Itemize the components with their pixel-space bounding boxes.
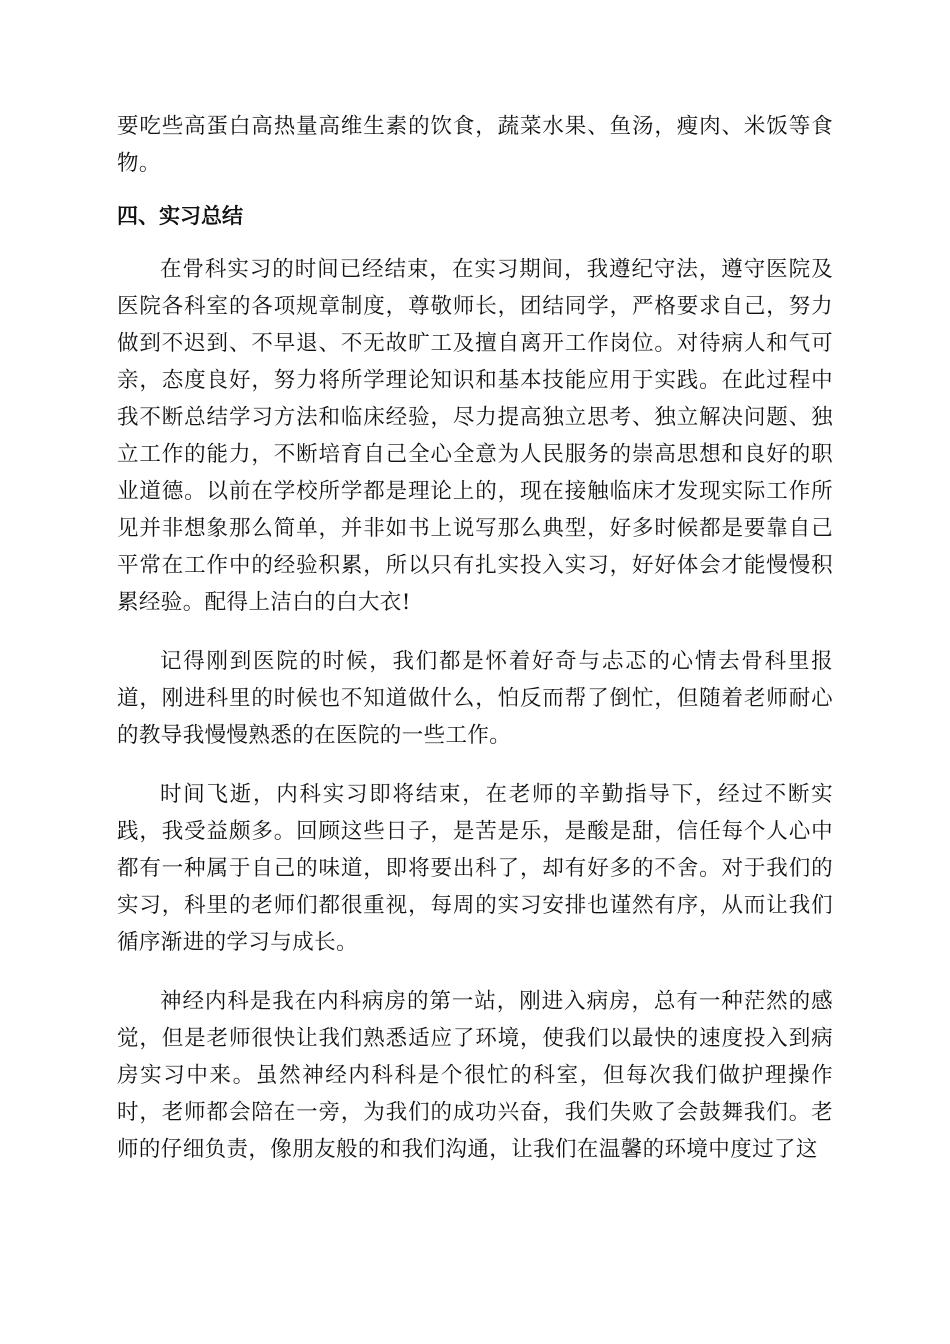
document-body xyxy=(117,108,833,1168)
paragraph-continued-diet: 要吃些高蛋白高热量高维生素的饮食，蔬菜水果、鱼汤，瘦肉、米饭等食物。 xyxy=(117,114,833,176)
paragraph-neurology: 神经内科是我在内科病房的第一站，刚进入病房，总有一种茫然的感觉，但是老师很快让我们熟悉适应了环境，使我们以最快的速度投入到病房实习中来。虽然神经内科科是个很忙的科室，但每次我们做护理操作时，老师都会陪在一旁，为我们的成功兴奋，我们失败了会鼓舞我们。老师的仔细负责，像朋友般的和我们沟通，让我们在温馨的环境中度过了这 xyxy=(117,989,833,1162)
section-heading-internship-summary: 四、实习总结 xyxy=(117,204,243,228)
paragraph-internal-medicine: 时间飞逝，内科实习即将结束，在老师的辛勤指导下，经过不断实践，我受益颇多。回顾这些日子，是苦是乐，是酸是甜，信任每个人心中都有一种属于自己的味道，即将要出科了，却有好多的不舍。对于我们的实习，科里的老师们都很重视，每周的实习安排也谨然有序，从而让我们循序渐进的学习与成长。 xyxy=(117,782,833,955)
paragraph-orthopedics-summary: 在骨科实习的时间已经结束，在实习期间，我遵纪守法，遵守医院及医院各科室的各项规章制度，尊敬师长，团结同学，严格要求自己，努力做到不迟到、不早退、不无故旷工及擅自离开工作岗位。对待病人和气可亲，态度良好，努力将所学理论知识和基本技能应用于实践。在此过程中我不断总结学习方法和临床经验，尽力提高独立思考、独立解决问题、独立工作的能力，不断培育自己全心全意为人民服务的崇高思想和良好的职业道德。以前在学校所学都是理论上的，现在接触临床才发现实际工作所见并非想象那么简单，并非如书上说写那么典型，好多时候都是要靠自己平常在工作中的经验积累，所以只有扎实投入实习，好好体会才能慢慢积累经验。配得上洁白的白大衣! xyxy=(117,257,833,615)
paragraph-arrival-memory: 记得刚到医院的时候，我们都是怀着好奇与忐忑的心情去骨科里报道，刚进科里的时候也不知道做什么，怕反而帮了倒忙，但随着老师耐心的教导我慢慢熟悉的在医院的一些工作。 xyxy=(117,649,833,748)
